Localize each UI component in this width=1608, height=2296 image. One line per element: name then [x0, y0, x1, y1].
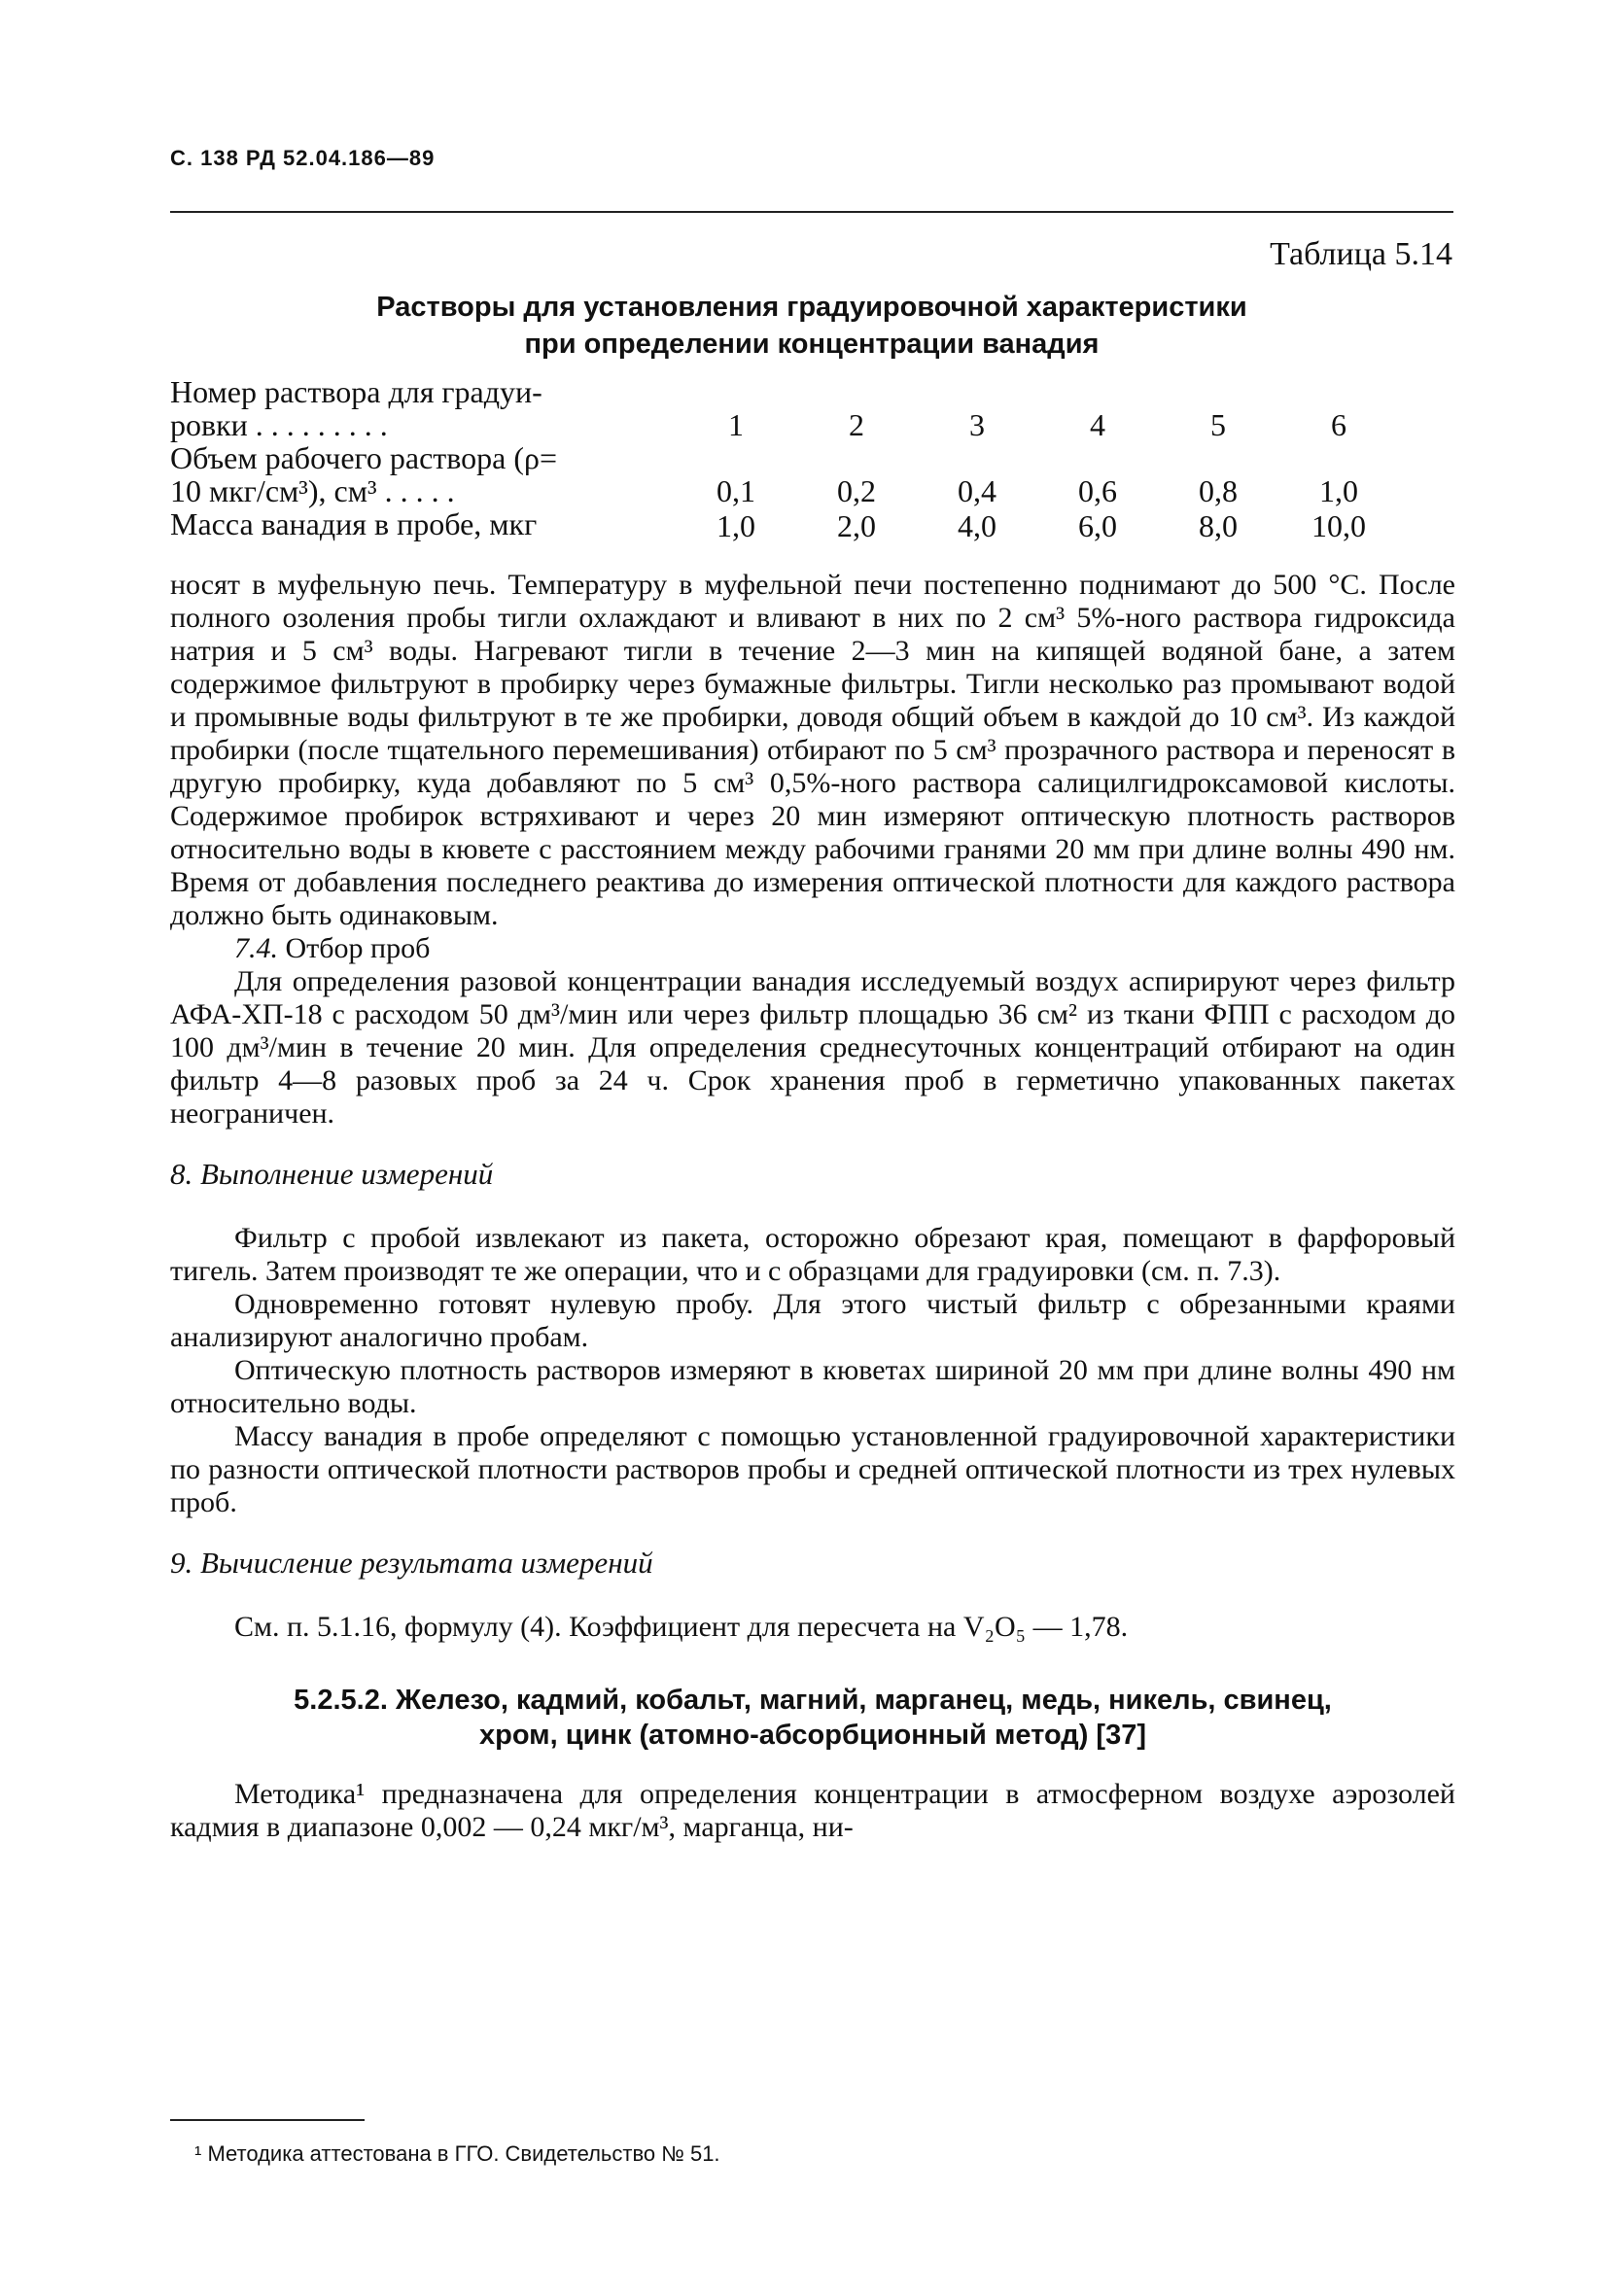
table-title — [170, 289, 1453, 363]
table-cell: 6,0 — [1078, 508, 1117, 543]
page-header: С. 138 РД 52.04.186—89 — [170, 146, 436, 170]
header-rule — [170, 211, 1453, 213]
paragraph-continuation: носят в муфельную печь. Температуру в муфельной печи постепенно поднимают до 500 °С. После полного озоления пробы тигли охлаждают и вливают в них по 2 см³ 5%-ного раствора гидроксида натрия и 5 см³ воды. Нагревают тигли в течение 2—3 мин на кипящей водяной бане, а затем содержимое фильтруют в пробирку через бумажные фильтры. Тигли несколько раз промывают водой и промывные воды фильтруют в те же пробирки, доводя общий объем в каждой до 10 см³. Из каждой пробирки (после тщательного перемешивания) отбирают по 5 см³ прозрачного раствора и переносят в другую пробирку, куда добавляют по 5 см³ 0,5%-ного раствора салицилгидроксамовой кислоты. Содержимое пробирок встряхивают и через 20 мин измеряют оптическую плотность растворов относительно воды в кювете с расстоянием между рабочими гранями 20 мм при длине волны 490 нм. Время от добавления последнего реактива до измерения оптической плотности для каждого раствора должно быть одинаковым. — [170, 569, 1455, 931]
row-values — [676, 509, 1434, 542]
table-row-solution-number — [170, 375, 1434, 441]
row-label-line: ровки . . . . . . . . . — [170, 407, 388, 442]
row-label-line: Объем рабочего раствора (ρ= — [170, 440, 558, 475]
table-cell: 5 — [1210, 407, 1226, 442]
heading-line: хром, цинк (атомно-абсорбционный метод) [37] — [479, 1720, 1146, 1751]
subsection-number: 7.4. — [234, 932, 278, 964]
paragraph-filter: Фильтр с пробой извлекают из пакета, осторожно обрезают края, помещают в фарфоровый тигель. Затем производят те же операции, что и с образцами для градуировки (см. п. 7.3). — [170, 1222, 1455, 1287]
table-cell: 0,8 — [1199, 473, 1238, 508]
table-cell: 4 — [1090, 407, 1105, 442]
footnote: ¹ Методика аттестована в ГГО. Свидетельство № 51. — [194, 2141, 720, 2166]
table-row-vanadium-mass — [170, 507, 1434, 542]
table-cell: 3 — [969, 407, 985, 442]
row-label-line: 10 мкг/см³), см³ . . . . . — [170, 473, 455, 508]
row-label — [170, 507, 676, 540]
row-values — [676, 474, 1434, 507]
table-cell: 0,1 — [717, 473, 755, 508]
table-cell: 10,0 — [1311, 508, 1366, 543]
paragraph-zero-sample: Одновременно готовят нулевую пробу. Для этого чистый фильтр с обрезанными краями анализируют аналогично пробам. — [170, 1288, 1455, 1353]
row-label — [170, 441, 676, 507]
row-label — [170, 375, 676, 441]
paragraph-calculation: См. п. 5.1.16, формулу (4). Коэффициент для пересчета на V₂O₅ — 1,78. — [234, 1611, 1129, 1643]
table-cell: 1,0 — [717, 508, 755, 543]
row-label-line: Номер раствора для градуи- — [170, 374, 542, 409]
table-row-working-volume — [170, 441, 1434, 507]
paragraph-sampling: Для определения разовой концентрации ванадия исследуемый воздух аспирируют через фильтр АФА-ХП-18 с расходом 50 дм³/мин или через фильтр площадью 36 см² из ткани ФПП с расходом до 100 дм³/мин в течение 20 мин. Для определения среднесуточных концентраций отбирают на один фильтр 4—8 разовых проб за 24 ч. Срок хранения проб в герметично упакованных пакетах неограничен. — [170, 965, 1455, 1130]
table-cell: 4,0 — [958, 508, 996, 543]
data-table — [170, 375, 1434, 542]
table-cell: 0,4 — [958, 473, 996, 508]
footnote-rule — [170, 2119, 365, 2121]
paragraph-optical-density: Оптическую плотность растворов измеряют в кюветах шириной 20 мм при длине волны 490 нм относительно воды. — [170, 1354, 1455, 1419]
table-title-line-1: Растворы для установления градуировочной характеристики — [376, 292, 1247, 323]
section-9-heading: 9. Вычисление результата измерений — [170, 1546, 653, 1580]
table-cell: 6 — [1331, 407, 1346, 442]
row-label-line: Масса ванадия в пробе, мкг — [170, 506, 538, 541]
row-values — [676, 408, 1434, 441]
table-cell: 0,2 — [837, 473, 876, 508]
paragraph-method: Методика¹ предназначена для определения концентрации в атмосферном воздухе аэрозолей кадмия в диапазоне 0,002 — 0,24 мкг/м³, марганца, ни- — [170, 1778, 1455, 1843]
paragraph-vanadium-mass: Массу ванадия в пробе определяют с помощью установленной градуировочной характеристики по разности оптической плотности растворов пробы и средней оптической плотности из трех нулевых проб. — [170, 1420, 1455, 1518]
subsection-title: Отбор проб — [278, 932, 431, 964]
table-label: Таблица 5.14 — [1270, 236, 1452, 272]
heading-line: 5.2.5.2. Железо, кадмий, кобальт, магний, марганец, медь, никель, свинец, — [294, 1685, 1332, 1716]
table-cell: 2 — [849, 407, 864, 442]
table-cell: 0,6 — [1078, 473, 1117, 508]
section-5-2-5-2-heading — [170, 1683, 1455, 1753]
body-text — [170, 569, 1455, 1844]
table-cell: 1,0 — [1319, 473, 1358, 508]
subsection-7-4-heading — [170, 932, 1455, 965]
table-cell: 1 — [728, 407, 744, 442]
table-title-line-2: при определении концентрации ванадия — [524, 329, 1100, 360]
section-8-heading: 8. Выполнение измерений — [170, 1157, 494, 1191]
table-cell: 2,0 — [837, 508, 876, 543]
table-cell: 8,0 — [1199, 508, 1238, 543]
